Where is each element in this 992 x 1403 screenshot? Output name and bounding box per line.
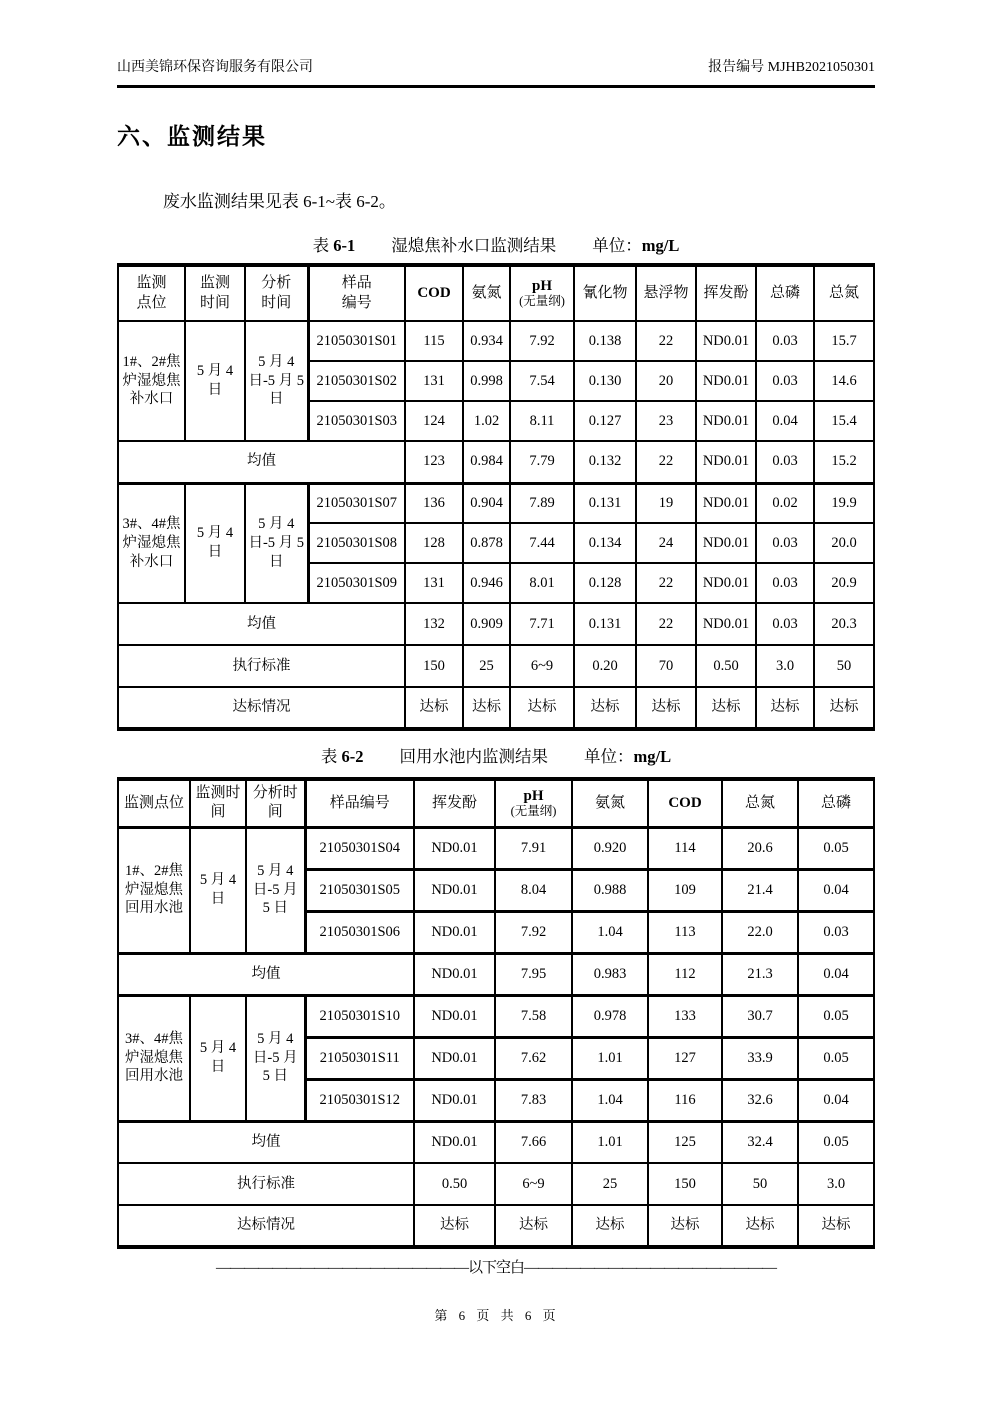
value-cell: 133 bbox=[648, 995, 722, 1037]
header-cell-site: 监测点位 bbox=[118, 779, 190, 827]
mean-row bbox=[118, 1121, 874, 1163]
value-cell: 8.11 bbox=[510, 401, 574, 441]
header-cell-ph: pH (无量纲) bbox=[510, 265, 574, 321]
value-cell: 0.878 bbox=[463, 523, 510, 563]
header-cell-tp: 总磷 bbox=[756, 265, 814, 321]
separator-text: 以下空白 bbox=[467, 1260, 524, 1276]
compliance-cell: 达标 bbox=[414, 1205, 495, 1247]
header-cell-nh3: 氨氮 bbox=[572, 779, 648, 827]
value-cell: 32.4 bbox=[722, 1121, 798, 1163]
value-cell: 7.66 bbox=[495, 1121, 572, 1163]
value-cell: 22.0 bbox=[722, 911, 798, 953]
table-header-row bbox=[118, 779, 874, 827]
header-cell-ph: pH (无量纲) bbox=[495, 779, 572, 827]
value-cell: 7.92 bbox=[510, 321, 574, 361]
value-cell: 0.132 bbox=[574, 441, 636, 483]
analysis-time-cell: 5 月 4 日-5 月 5 日 bbox=[245, 321, 308, 441]
header-cell-tn: 总氮 bbox=[722, 779, 798, 827]
compliance-cell: 达标 bbox=[463, 687, 510, 729]
value-cell: 23 bbox=[636, 401, 696, 441]
sample-id-cell: 21050301S05 bbox=[305, 869, 414, 911]
value-cell: 109 bbox=[648, 869, 722, 911]
value-cell: 19 bbox=[636, 483, 696, 523]
value-cell: ND0.01 bbox=[414, 1121, 495, 1163]
header-cell-phenol: 挥发酚 bbox=[696, 265, 756, 321]
value-cell: 1.02 bbox=[463, 401, 510, 441]
value-cell: 22 bbox=[636, 563, 696, 603]
value-cell: 0.978 bbox=[572, 995, 648, 1037]
value-cell: 0.04 bbox=[798, 953, 874, 995]
table-6-1-caption bbox=[117, 232, 875, 256]
value-cell: 19.9 bbox=[814, 483, 874, 523]
value-cell: 113 bbox=[648, 911, 722, 953]
value-cell: 131 bbox=[405, 563, 463, 603]
value-cell: 1.04 bbox=[572, 1079, 648, 1121]
value-cell: 15.2 bbox=[814, 441, 874, 483]
value-cell: 7.92 bbox=[495, 911, 572, 953]
value-cell: 8.01 bbox=[510, 563, 574, 603]
value-cell: 7.89 bbox=[510, 483, 574, 523]
separator-dashes-right: —————————————————— bbox=[524, 1260, 776, 1276]
mean-row bbox=[118, 603, 874, 645]
sample-id-cell: 21050301S07 bbox=[308, 483, 405, 523]
header-cell-sample-id: 样品编号 bbox=[305, 779, 414, 827]
value-cell: 150 bbox=[648, 1163, 722, 1205]
value-cell: 0.131 bbox=[574, 483, 636, 523]
value-cell: 0.920 bbox=[572, 827, 648, 869]
compliance-cell: 达标 bbox=[405, 687, 463, 729]
table-row bbox=[118, 483, 874, 523]
header-cell-ss: 悬浮物 bbox=[636, 265, 696, 321]
value-cell: 6~9 bbox=[495, 1163, 572, 1205]
value-cell: 127 bbox=[648, 1037, 722, 1079]
header-cell-nh3: 氨氮 bbox=[463, 265, 510, 321]
table-header-row bbox=[118, 265, 874, 321]
value-cell: 123 bbox=[405, 441, 463, 483]
value-cell: ND0.01 bbox=[696, 563, 756, 603]
value-cell: 24 bbox=[636, 523, 696, 563]
value-cell: ND0.01 bbox=[414, 911, 495, 953]
value-cell: 20.9 bbox=[814, 563, 874, 603]
value-cell: 8.04 bbox=[495, 869, 572, 911]
standard-row bbox=[118, 645, 874, 687]
value-cell: 1.04 bbox=[572, 911, 648, 953]
value-cell: 22 bbox=[636, 603, 696, 645]
header-cell-site: 监测点位 bbox=[118, 265, 185, 321]
value-cell: 7.62 bbox=[495, 1037, 572, 1079]
value-cell: 22 bbox=[636, 441, 696, 483]
value-cell: 124 bbox=[405, 401, 463, 441]
table-6-2-caption bbox=[117, 743, 875, 767]
value-cell: ND0.01 bbox=[696, 401, 756, 441]
value-cell: 0.03 bbox=[756, 441, 814, 483]
compliance-label-cell: 达标情况 bbox=[118, 687, 405, 729]
value-cell: 0.934 bbox=[463, 321, 510, 361]
value-cell: ND0.01 bbox=[696, 523, 756, 563]
value-cell: 6~9 bbox=[510, 645, 574, 687]
sample-id-cell: 21050301S11 bbox=[305, 1037, 414, 1079]
caption-unit-label: 单位： bbox=[592, 236, 642, 255]
header-cell-monitor-time: 监测时间 bbox=[185, 265, 245, 321]
value-cell: 0.130 bbox=[574, 361, 636, 401]
value-cell: 0.134 bbox=[574, 523, 636, 563]
value-cell: 7.83 bbox=[495, 1079, 572, 1121]
compliance-cell: 达标 bbox=[572, 1205, 648, 1247]
monitor-time-cell: 5 月 4 日 bbox=[190, 995, 246, 1121]
mean-label-cell: 均值 bbox=[118, 603, 405, 645]
value-cell: 15.4 bbox=[814, 401, 874, 441]
caption-unit: mg/L bbox=[633, 747, 672, 766]
value-cell: ND0.01 bbox=[414, 995, 495, 1037]
value-cell: 136 bbox=[405, 483, 463, 523]
table-row bbox=[118, 321, 874, 361]
value-cell: 0.04 bbox=[798, 869, 874, 911]
value-cell: 0.138 bbox=[574, 321, 636, 361]
value-cell: ND0.01 bbox=[414, 953, 495, 995]
compliance-cell: 达标 bbox=[495, 1205, 572, 1247]
sample-id-cell: 21050301S12 bbox=[305, 1079, 414, 1121]
standard-label-cell: 执行标准 bbox=[118, 645, 405, 687]
value-cell: 0.50 bbox=[696, 645, 756, 687]
value-cell: 0.03 bbox=[756, 563, 814, 603]
value-cell: 0.131 bbox=[574, 603, 636, 645]
sample-id-cell: 21050301S10 bbox=[305, 995, 414, 1037]
compliance-cell: 达标 bbox=[636, 687, 696, 729]
value-cell: 0.04 bbox=[798, 1079, 874, 1121]
value-cell: 0.02 bbox=[756, 483, 814, 523]
value-cell: 7.71 bbox=[510, 603, 574, 645]
value-cell: 0.127 bbox=[574, 401, 636, 441]
header-cell-analysis-time: 分析时间 bbox=[245, 265, 308, 321]
intro-paragraph: 废水监测结果见表 6-1~表 6-2。 bbox=[162, 192, 396, 211]
compliance-cell: 达标 bbox=[722, 1205, 798, 1247]
sample-id-cell: 21050301S06 bbox=[305, 911, 414, 953]
page-number: 第 6 页 共 6 页 bbox=[434, 1308, 558, 1323]
header-cell-analysis-time: 分析时间 bbox=[246, 779, 305, 827]
sample-id-cell: 21050301S08 bbox=[308, 523, 405, 563]
value-cell: 7.79 bbox=[510, 441, 574, 483]
mean-label-cell: 均值 bbox=[118, 1121, 414, 1163]
sample-id-cell: 21050301S03 bbox=[308, 401, 405, 441]
value-cell: 7.91 bbox=[495, 827, 572, 869]
value-cell: 20 bbox=[636, 361, 696, 401]
value-cell: 21.4 bbox=[722, 869, 798, 911]
report-number: 报告编号 MJHB2021050301 bbox=[708, 60, 875, 75]
header-cell-sample-id: 样品编号 bbox=[308, 265, 405, 321]
site-cell: 1#、2#焦炉湿熄焦补水口 bbox=[118, 321, 185, 441]
site-cell: 1#、2#焦炉湿熄焦回用水池 bbox=[118, 827, 190, 953]
value-cell: 0.03 bbox=[756, 523, 814, 563]
mean-row bbox=[118, 953, 874, 995]
caption-label: 表 6-2 bbox=[320, 747, 364, 766]
value-cell: ND0.01 bbox=[414, 869, 495, 911]
analysis-time-cell: 5 月 4 日-5 月 5 日 bbox=[246, 827, 305, 953]
value-cell: 0.03 bbox=[756, 361, 814, 401]
value-cell: 0.04 bbox=[756, 401, 814, 441]
value-cell: 25 bbox=[572, 1163, 648, 1205]
header-cell-tp: 总磷 bbox=[798, 779, 874, 827]
header-cell-monitor-time: 监测时间 bbox=[190, 779, 246, 827]
value-cell: 116 bbox=[648, 1079, 722, 1121]
value-cell: 0.05 bbox=[798, 1121, 874, 1163]
value-cell: ND0.01 bbox=[696, 483, 756, 523]
value-cell: 1.01 bbox=[572, 1121, 648, 1163]
compliance-cell: 达标 bbox=[648, 1205, 722, 1247]
value-cell: ND0.01 bbox=[414, 1079, 495, 1121]
value-cell: 0.128 bbox=[574, 563, 636, 603]
table-row bbox=[118, 995, 874, 1037]
monitor-time-cell: 5 月 4 日 bbox=[185, 483, 245, 603]
compliance-cell: 达标 bbox=[574, 687, 636, 729]
site-cell: 3#、4#焦炉湿熄焦补水口 bbox=[118, 483, 185, 603]
compliance-row bbox=[118, 687, 874, 729]
value-cell: 21.3 bbox=[722, 953, 798, 995]
section-title: 六、监测结果 bbox=[117, 124, 267, 149]
compliance-cell: 达标 bbox=[510, 687, 574, 729]
value-cell: ND0.01 bbox=[414, 1037, 495, 1079]
value-cell: 0.983 bbox=[572, 953, 648, 995]
value-cell: 22 bbox=[636, 321, 696, 361]
header-cell-tn: 总氮 bbox=[814, 265, 874, 321]
analysis-time-cell: 5 月 4 日-5 月 5 日 bbox=[245, 483, 308, 603]
value-cell: 0.946 bbox=[463, 563, 510, 603]
monitor-time-cell: 5 月 4 日 bbox=[190, 827, 246, 953]
standard-row bbox=[118, 1163, 874, 1205]
mean-label-cell: 均值 bbox=[118, 953, 414, 995]
value-cell: 30.7 bbox=[722, 995, 798, 1037]
caption-label: 表 6-1 bbox=[312, 236, 356, 255]
value-cell: 0.50 bbox=[414, 1163, 495, 1205]
value-cell: 0.998 bbox=[463, 361, 510, 401]
caption-title: 回用水池内监测结果 bbox=[399, 747, 549, 766]
header-cell-cod: COD bbox=[405, 265, 463, 321]
value-cell: 112 bbox=[648, 953, 722, 995]
value-cell: 14.6 bbox=[814, 361, 874, 401]
separator-dashes-left: —————————————————— bbox=[215, 1260, 468, 1276]
value-cell: 50 bbox=[722, 1163, 798, 1205]
value-cell: 0.05 bbox=[798, 827, 874, 869]
value-cell: 114 bbox=[648, 827, 722, 869]
compliance-cell: 达标 bbox=[696, 687, 756, 729]
value-cell: 0.984 bbox=[463, 441, 510, 483]
value-cell: ND0.01 bbox=[696, 603, 756, 645]
value-cell: 125 bbox=[648, 1121, 722, 1163]
value-cell: 7.54 bbox=[510, 361, 574, 401]
site-cell: 3#、4#焦炉湿熄焦回用水池 bbox=[118, 995, 190, 1121]
value-cell: 132 bbox=[405, 603, 463, 645]
value-cell: 150 bbox=[405, 645, 463, 687]
value-cell: 0.03 bbox=[798, 911, 874, 953]
value-cell: ND0.01 bbox=[696, 441, 756, 483]
compliance-cell: 达标 bbox=[798, 1205, 874, 1247]
value-cell: 70 bbox=[636, 645, 696, 687]
value-cell: 3.0 bbox=[756, 645, 814, 687]
value-cell: 15.7 bbox=[814, 321, 874, 361]
value-cell: 20.0 bbox=[814, 523, 874, 563]
value-cell: 0.05 bbox=[798, 1037, 874, 1079]
compliance-cell: 达标 bbox=[756, 687, 814, 729]
company-name: 山西美锦环保咨询服务有限公司 bbox=[117, 60, 313, 75]
value-cell: 128 bbox=[405, 523, 463, 563]
header-cell-cod: COD bbox=[648, 779, 722, 827]
value-cell: 3.0 bbox=[798, 1163, 874, 1205]
value-cell: 33.9 bbox=[722, 1037, 798, 1079]
compliance-row bbox=[118, 1205, 874, 1247]
compliance-cell: 达标 bbox=[814, 687, 874, 729]
sample-id-cell: 21050301S09 bbox=[308, 563, 405, 603]
caption-unit-label: 单位： bbox=[584, 747, 634, 766]
value-cell: 0.03 bbox=[756, 603, 814, 645]
standard-label-cell: 执行标准 bbox=[118, 1163, 414, 1205]
sample-id-cell: 21050301S04 bbox=[305, 827, 414, 869]
value-cell: 0.909 bbox=[463, 603, 510, 645]
value-cell: 7.44 bbox=[510, 523, 574, 563]
value-cell: ND0.01 bbox=[414, 827, 495, 869]
table-row bbox=[118, 827, 874, 869]
sample-id-cell: 21050301S01 bbox=[308, 321, 405, 361]
doc-header bbox=[117, 56, 875, 88]
table-6-2 bbox=[117, 777, 875, 1249]
value-cell: 0.05 bbox=[798, 995, 874, 1037]
table-6-1 bbox=[117, 263, 875, 731]
value-cell: 25 bbox=[463, 645, 510, 687]
value-cell: 0.03 bbox=[756, 321, 814, 361]
value-cell: 7.58 bbox=[495, 995, 572, 1037]
mean-label-cell: 均值 bbox=[118, 441, 405, 483]
value-cell: ND0.01 bbox=[696, 321, 756, 361]
value-cell: 20.6 bbox=[722, 827, 798, 869]
value-cell: 115 bbox=[405, 321, 463, 361]
header-cell-cyanide: 氰化物 bbox=[574, 265, 636, 321]
value-cell: 0.988 bbox=[572, 869, 648, 911]
header-cell-phenol: 挥发酚 bbox=[414, 779, 495, 827]
value-cell: 0.904 bbox=[463, 483, 510, 523]
mean-row bbox=[118, 441, 874, 483]
value-cell: 7.95 bbox=[495, 953, 572, 995]
value-cell: 32.6 bbox=[722, 1079, 798, 1121]
analysis-time-cell: 5 月 4 日-5 月 5 日 bbox=[246, 995, 305, 1121]
caption-unit: mg/L bbox=[641, 236, 680, 255]
monitor-time-cell: 5 月 4 日 bbox=[185, 321, 245, 441]
value-cell: 50 bbox=[814, 645, 874, 687]
value-cell: 0.20 bbox=[574, 645, 636, 687]
value-cell: 1.01 bbox=[572, 1037, 648, 1079]
value-cell: ND0.01 bbox=[696, 361, 756, 401]
sample-id-cell: 21050301S02 bbox=[308, 361, 405, 401]
value-cell: 131 bbox=[405, 361, 463, 401]
caption-title: 湿熄焦补水口监测结果 bbox=[391, 236, 557, 255]
compliance-label-cell: 达标情况 bbox=[118, 1205, 414, 1247]
below-blank-separator bbox=[117, 1256, 875, 1277]
value-cell: 20.3 bbox=[814, 603, 874, 645]
